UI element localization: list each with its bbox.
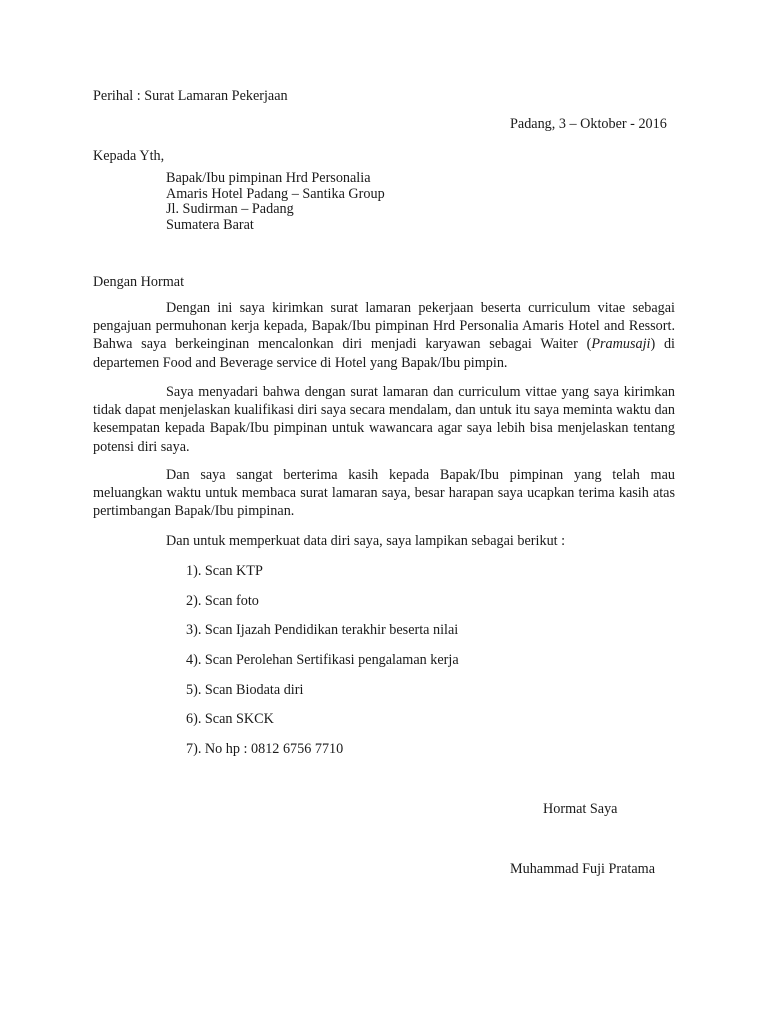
attachments-intro: Dan untuk memperkuat data diri saya, saya lampikan sebagai berikut : xyxy=(166,533,566,549)
recipient-line-4: Sumatera Barat xyxy=(166,216,254,233)
salutation: Dengan Hormat xyxy=(93,274,185,290)
recipient-line-1: Bapak/Ibu pimpinan Hrd Personalia xyxy=(166,170,371,186)
paragraph-3: Dan saya sangat berterima kasih kepada Bapak/Ibu pimpinan yang telah mau meluangkan waktu untuk membaca surat lamaran saya, besar harapan saya ucapkan terima kasih atas pertimbangan Bapak/Ibu pimpinan. xyxy=(93,467,675,520)
closing: Hormat Saya xyxy=(543,801,618,817)
list-item: 4). Scan Perolehan Sertifikasi pengalaman kerja xyxy=(186,652,459,668)
list-item: 1). Scan KTP xyxy=(186,563,263,579)
recipient-label: Kepada Yth, xyxy=(93,148,165,164)
recipient-address xyxy=(166,171,385,233)
list-item: 2). Scan foto xyxy=(186,593,259,609)
paragraph-1-text-a: Dengan ini saya kirimkan surat lamaran pekerjaan beserta curriculum vitae sebagai pengajuan permuhonan kerja kepada, Bapak/Ibu pimpinan Hrd Personalia Amaris Hotel and Ressort. Bahwa saya berkeinginan mencalonkan diri menjadi karyawan sebagai Waiter ( xyxy=(93,300,675,353)
list-item: 5). Scan Biodata diri xyxy=(186,682,304,698)
letter-date: Padang, 3 – Oktober - 2016 xyxy=(510,116,667,132)
list-item: 3). Scan Ijazah Pendidikan terakhir beserta nilai xyxy=(186,622,459,638)
letter-subject: Perihal : Surat Lamaran Pekerjaan xyxy=(93,88,288,104)
paragraph-1 xyxy=(93,299,675,372)
signatory-name: Muhammad Fuji Pratama xyxy=(510,861,656,877)
paragraph-1-text-b: ) di departemen Food and Beverage service di Hotel yang Bapak/Ibu pimpin. xyxy=(93,336,675,371)
paragraph-1-italic: Pramusaji xyxy=(591,336,651,353)
recipient-line-2: Amaris Hotel Padang – Santika Group xyxy=(166,185,385,202)
list-item: 7). No hp : 0812 6756 7710 xyxy=(186,741,344,757)
paragraph-2: Saya menyadari bahwa dengan surat lamaran dan curriculum vittae yang saya kirimkan tidak dapat menjelaskan kualifikasi diri saya secara mendalam, dan untuk itu saya meminta waktu dan kesempatan kepada Bapak/Ibu pimpinan untuk wawancara agar saya lebih bisa menjelaskan tentang potensi diri saya. xyxy=(93,384,675,455)
recipient-line-3: Jl. Sudirman – Padang xyxy=(166,201,294,218)
list-item: 6). Scan SKCK xyxy=(186,711,274,727)
